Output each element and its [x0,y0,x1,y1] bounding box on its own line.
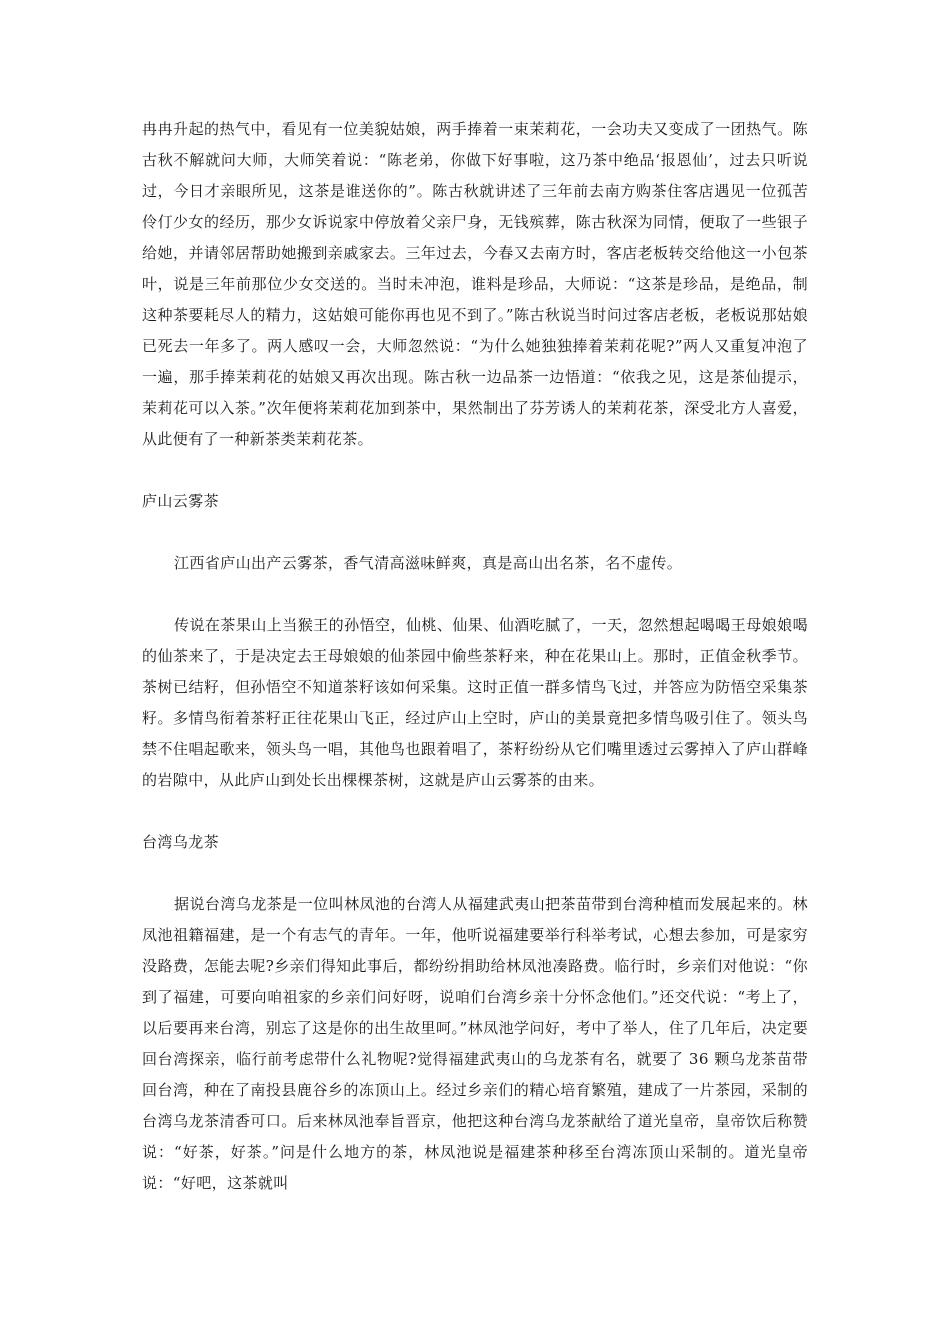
section-heading-taiwan-oolong: 台湾乌龙茶 [142,833,220,851]
paragraph-lushan-intro: 江西省庐山出产云雾茶，香气清高滋味鲜爽，真是高山出名茶，名不虚传。 [174,554,683,572]
paragraph-jasmine-legend: 冉冉升起的热气中，看见有一位美貌姑娘，两手捧着一束茉莉花，一会功夫又变成了一团热气。陈古秋不解就问大师，大师笑着说：“陈老弟，你做下好事啦，这乃茶中绝品‘报恩仙’，过去只听说过，今日才亲眼所见，这茶是谁送你的”。陈古秋就讲述了三年前去南方购茶住客店遇见一位孤苦伶仃少女的经历，那少女诉说家中停放着父亲尸身，无钱殡葬，陈古秋深为同情，便取了一些银子给她，并请邻居帮助她搬到亲戚家去。三年过去，今春又去南方时，客店老板转交给他这一小包茶叶，说是三年前那位少女交送的。当时未冲泡，谁料是珍品，大师说：“这茶是珍品，是绝品，制这种茶要耗尽人的精力，这姑娘可能你再也见不到了。”陈古秋说当时问过客店老板，老板说那姑娘已死去一年多了。两人感叹一会，大师忽然说：“为什么她独独捧着茉莉花呢?”两人又重复冲泡了一遍，那手捧茉莉花的姑娘又再次出现。陈古秋一边品茶一边悟道：“依我之见，这是茶仙提示，茉莉花可以入茶。”次年便将茉莉花加到茶中，果然制出了芬芳诱人的茉莉花茶，深受北方人喜爱，从此便有了一种新茶类茉莉花茶。 [142,120,808,448]
document-page [142,114,808,1230]
paragraph-taiwan-oolong-legend: 据说台湾乌龙茶是一位叫林凤池的台湾人从福建武夷山把茶苗带到台湾种植而发展起来的。林凤池祖籍福建，是一个有志气的青年。一年，他听说福建要举行科举考试，心想去参加，可是家穷没路费，怎能去呢?乡亲们得知此事后，都纷纷捐助给林凤池凑路费。临行时，乡亲们对他说：“你到了福建，可要向咱祖家的乡亲们问好呀，说咱们台湾乡亲十分怀念他们。”还交代说：“考上了，以后要再来台湾，别忘了这是你的出生故里呵。”林凤池学问好，考中了举人，住了几年后，决定要回台湾探亲，临行前考虑带什么礼物呢?觉得福建武夷山的乌龙茶有名，就要了 36 颗乌龙茶苗带回台湾，种在了南投县鹿谷乡的冻顶山上。经过乡亲们的精心培育繁殖，建成了一片茶园，采制的台湾乌龙茶清香可口。后来林凤池奉旨晋京，他把这种台湾乌龙茶献给了道光皇帝，皇帝饮后称赞说：“好茶，好茶。”问是什么地方的茶，林凤池说是福建茶种移至台湾冻顶山采制的。道光皇帝说：“好吧，这茶就叫 [142,895,808,1192]
paragraph-lushan-legend: 传说在茶果山上当猴王的孙悟空，仙桃、仙果、仙酒吃腻了，一天，忽然想起喝喝王母娘娘喝的仙茶来了，于是决定去王母娘娘的仙茶园中偷些茶籽来，种在花果山上。那时，正值金秋季节。茶树已结籽，但孙悟空不知道茶籽该如何采集。这时正值一群多情鸟飞过，并答应为防悟空采集茶籽。多情鸟衔着茶籽正往花果山飞正，经过庐山上空时，庐山的美景竟把多情鸟吸引住了。领头鸟禁不住唱起歌来，领头鸟一唱，其他鸟也跟着唱了，茶籽纷纷从它们嘴里透过云雾掉入了庐山群峰的岩隙中，从此庐山到处长出棵棵茶树，这就是庐山云雾茶的由来。 [142,616,808,789]
section-heading-lushan: 庐山云雾茶 [142,492,220,510]
